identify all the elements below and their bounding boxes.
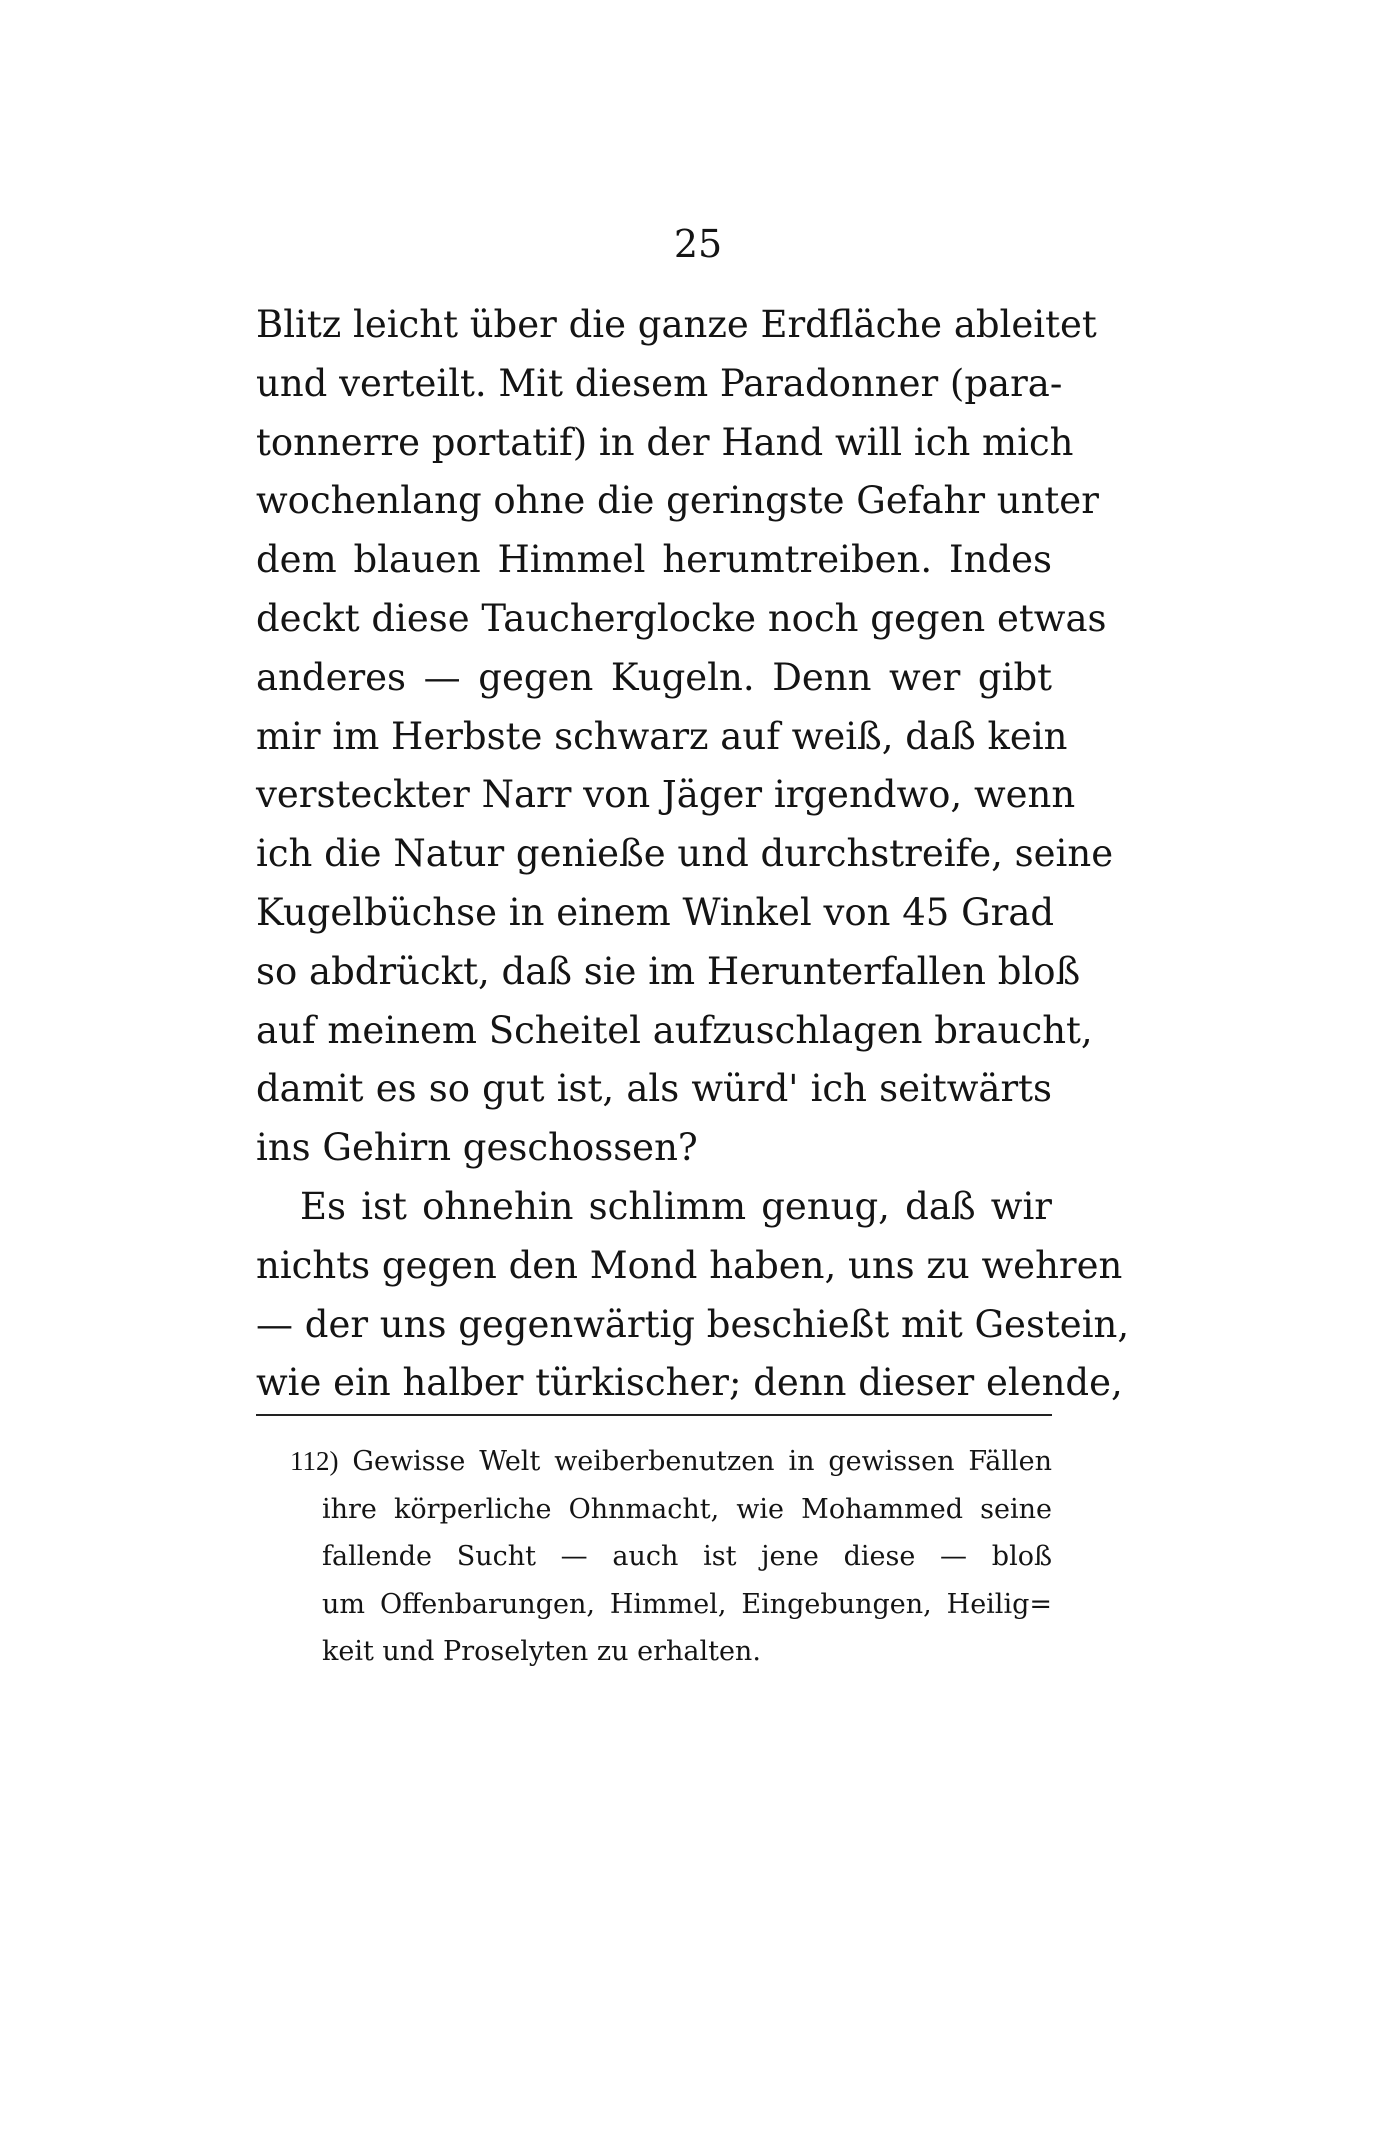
footnote-text: Gewisse Welt weiberbenutzen in gewissen Fällen <box>352 1446 1052 1477</box>
page-number: 25 <box>673 222 723 266</box>
text-line: Es ist ohnehin schlimm genug, daß wir <box>300 1184 1052 1228</box>
footnote-divider <box>256 1414 1052 1416</box>
text-line: dem blauen Himmel herumtreiben. Indes <box>256 538 1052 582</box>
text-line: auf meinem Scheitel aufzuschlagen braucht, <box>256 1008 1093 1052</box>
text-line: ins Gehirn geschossen? <box>256 1126 698 1170</box>
text-line: Kugelbüchse in einem Winkel von 45 Grad <box>256 890 1055 934</box>
text-line: mir im Herbste schwarz auf weiß, daß kein <box>256 714 1068 758</box>
text-line: versteckter Narr von Jäger irgendwo, wenn <box>256 773 1076 817</box>
footnote-line: fallende Sucht — auch ist jene diese — bloß <box>322 1541 1052 1572</box>
text-line: so abdrückt, daß sie im Herunterfallen bloß <box>256 949 1081 993</box>
text-line: wie ein halber türkischer; denn dieser elende, <box>256 1361 1123 1405</box>
footnote-line: um Offenbarungen, Himmel, Eingebungen, Heilig= <box>322 1588 1052 1620</box>
text-line: anderes — gegen Kugeln. Denn wer gibt <box>256 655 1052 699</box>
text-line: Blitz leicht über die ganze Erdfläche ableitet <box>256 303 1097 346</box>
footnote <box>290 1438 1052 1676</box>
text-line: — der uns gegenwärtig beschießt mit Gestein, <box>256 1302 1130 1346</box>
text-line: wochenlang ohne die geringste Gefahr unter <box>256 479 1099 523</box>
footnote-line: keit und Proselyten zu erhalten. <box>322 1636 761 1667</box>
text-line: deckt diese Taucherglocke noch gegen etwas <box>256 596 1107 640</box>
footnote-line: ihre körperliche Ohnmacht, wie Mohammed seine <box>322 1493 1052 1525</box>
text-line: und verteilt. Mit diesem Paradonner (para- <box>256 361 1063 405</box>
body-text <box>256 296 1130 1413</box>
text-line: nichts gegen den Mond haben, uns zu wehren <box>256 1243 1123 1287</box>
text-line: damit es so gut ist, als würd' ich seitwärts <box>256 1067 1052 1111</box>
text-line: ich die Natur genieße und durchstreife, seine <box>256 832 1114 876</box>
text-line: tonnerre portatif) in der Hand will ich mich <box>256 420 1074 464</box>
footnote-number: 112) <box>290 1446 339 1476</box>
footnote-line <box>290 1438 1052 1486</box>
